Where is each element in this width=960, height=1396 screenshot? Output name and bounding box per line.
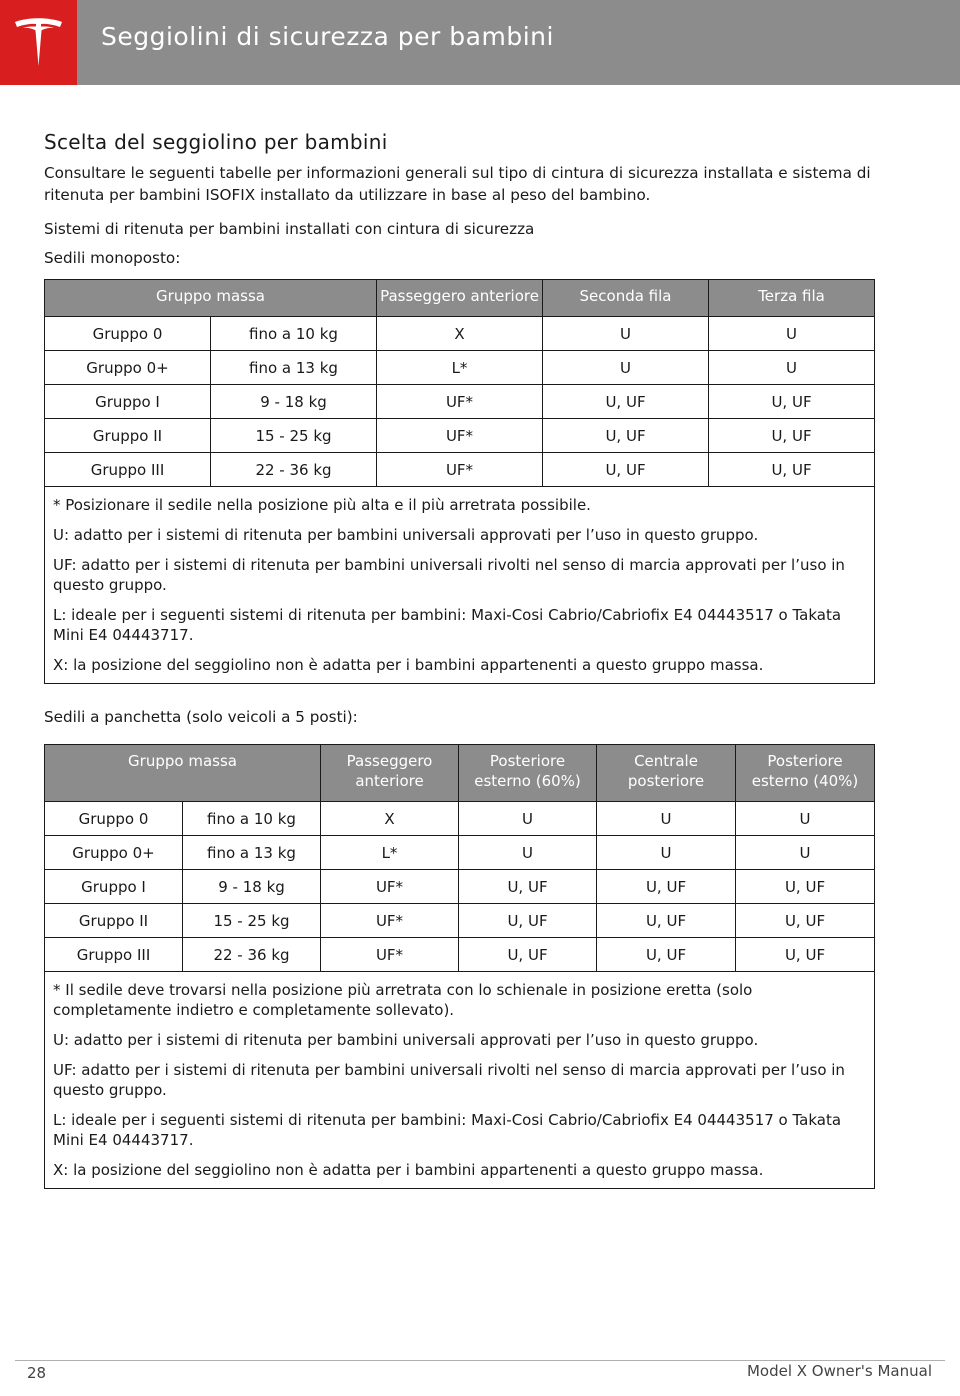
header-cell: Posteriore esterno (40%)	[736, 745, 875, 802]
table-cell: U	[736, 836, 875, 870]
table-cell: U, UF	[543, 385, 709, 419]
table-cell: 15 - 25 kg	[211, 419, 377, 453]
table-row	[45, 453, 875, 487]
header-cell: Passeggero anteriore	[321, 745, 459, 802]
table-notes	[45, 972, 875, 1189]
table-cell: Gruppo III	[45, 453, 211, 487]
table-row	[45, 317, 875, 351]
table-header-row	[45, 745, 875, 802]
table-single-seats	[44, 279, 875, 684]
header-cell: Gruppo massa	[45, 280, 377, 317]
table-cell: U, UF	[597, 904, 736, 938]
table-cell: U, UF	[597, 870, 736, 904]
note: L: ideale per i seguenti sistemi di ritenuta per bambini: Maxi-Cosi Cabrio/Cabriofix E4 04443517 o Takata Mini E4 04443717.	[53, 1111, 842, 1149]
header-cell: Seconda fila	[543, 280, 709, 317]
table-cell: 22 - 36 kg	[211, 453, 377, 487]
table-cell: UF*	[377, 419, 543, 453]
table-cell: 15 - 25 kg	[183, 904, 321, 938]
table-cell: U	[459, 836, 597, 870]
table-cell: U, UF	[709, 419, 875, 453]
table-cell: U, UF	[597, 938, 736, 972]
main-content	[44, 130, 874, 1189]
note: UF: adatto per i sistemi di ritenuta per bambini universali rivolti nel senso di marcia approvati per l’uso in questo gruppo.	[53, 1061, 845, 1099]
table-row	[45, 802, 875, 836]
table-cell: Gruppo 0	[45, 317, 211, 351]
table-notes	[45, 487, 875, 684]
table-row	[45, 351, 875, 385]
page-header	[0, 0, 960, 85]
note: X: la posizione del seggiolino non è adatta per i bambini appartenenti a questo gruppo massa.	[53, 656, 764, 674]
table-cell: U, UF	[736, 938, 875, 972]
table-cell: U, UF	[459, 938, 597, 972]
table-cell: U, UF	[543, 419, 709, 453]
table-cell: UF*	[321, 904, 459, 938]
table-cell: U	[459, 802, 597, 836]
table-cell: U	[597, 836, 736, 870]
table-row	[45, 836, 875, 870]
table-cell: fino a 10 kg	[183, 802, 321, 836]
table-cell: X	[321, 802, 459, 836]
table-cell: 9 - 18 kg	[211, 385, 377, 419]
table-cell: U	[736, 802, 875, 836]
header-cell: Centrale posteriore	[597, 745, 736, 802]
header-cell: Gruppo massa	[45, 745, 321, 802]
table-cell: U, UF	[459, 870, 597, 904]
table-cell: X	[377, 317, 543, 351]
table-cell: U	[709, 351, 875, 385]
table-cell: U	[709, 317, 875, 351]
table-row	[45, 904, 875, 938]
table-cell: Gruppo I	[45, 385, 211, 419]
tesla-logo-icon	[13, 18, 64, 68]
header-cell: Posteriore esterno (60%)	[459, 745, 597, 802]
table-cell: U	[597, 802, 736, 836]
footer-divider	[15, 1360, 945, 1361]
table-cell: L*	[377, 351, 543, 385]
table-cell: UF*	[377, 453, 543, 487]
table-cell: fino a 13 kg	[183, 836, 321, 870]
table-cell: 22 - 36 kg	[183, 938, 321, 972]
note: U: adatto per i sistemi di ritenuta per bambini universali approvati per l’uso in questo gruppo.	[53, 526, 759, 544]
table-cell: U	[543, 351, 709, 385]
table-cell: UF*	[377, 385, 543, 419]
table-cell: Gruppo 0+	[45, 836, 183, 870]
header-title: Seggiolini di sicurezza per bambini	[101, 22, 554, 51]
header-cell: Passeggero anteriore	[377, 280, 543, 317]
table-cell: Gruppo II	[45, 419, 211, 453]
table-row	[45, 419, 875, 453]
note: L: ideale per i seguenti sistemi di ritenuta per bambini: Maxi-Cosi Cabrio/Cabriofix E4 04443517 o Takata Mini E4 04443717.	[53, 606, 842, 644]
table-cell: fino a 10 kg	[211, 317, 377, 351]
note: UF: adatto per i sistemi di ritenuta per bambini universali rivolti nel senso di marcia approvati per l’uso in questo gruppo.	[53, 556, 845, 594]
section-title: Scelta del seggiolino per bambini	[44, 130, 388, 154]
note: U: adatto per i sistemi di ritenuta per bambini universali approvati per l’uso in questo gruppo.	[53, 1031, 759, 1049]
table-row	[45, 938, 875, 972]
table-cell: Gruppo II	[45, 904, 183, 938]
table-cell: U, UF	[736, 904, 875, 938]
note: * Posizionare il sedile nella posizione più alta e il più arretrata possibile.	[53, 496, 591, 514]
table-cell: UF*	[321, 870, 459, 904]
table-cell: U	[543, 317, 709, 351]
table-notes-row	[45, 487, 875, 684]
table-cell: U, UF	[543, 453, 709, 487]
table-bench-seats	[44, 744, 875, 1189]
logo-box	[0, 0, 77, 85]
table-cell: 9 - 18 kg	[183, 870, 321, 904]
table-cell: Gruppo 0	[45, 802, 183, 836]
header-cell: Terza fila	[709, 280, 875, 317]
table-cell: UF*	[321, 938, 459, 972]
section-intro: Consultare le seguenti tabelle per informazioni generali sul tipo di cintura di sicurezza installata e sistema di ritenuta per bambini ISOFIX installato da utilizzare in base al peso del bambino.	[44, 164, 871, 204]
table2-label: Sedili a panchetta (solo veicoli a 5 posti):	[44, 708, 358, 726]
note: X: la posizione del seggiolino non è adatta per i bambini appartenenti a questo gruppo massa.	[53, 1161, 764, 1179]
table-notes-row	[45, 972, 875, 1189]
manual-name: Model X Owner's Manual	[746, 1362, 932, 1380]
table-row	[45, 870, 875, 904]
table-cell: U, UF	[736, 870, 875, 904]
table-cell: U, UF	[459, 904, 597, 938]
table-cell: Gruppo 0+	[45, 351, 211, 385]
table-header-row	[45, 280, 875, 317]
note: * Il sedile deve trovarsi nella posizione più arretrata con lo schienale in posizione eretta (solo completamente indietro e completamente sollevato).	[53, 981, 753, 1019]
table-cell: Gruppo I	[45, 870, 183, 904]
table-cell: U, UF	[709, 385, 875, 419]
table-row	[45, 385, 875, 419]
table-cell: U, UF	[709, 453, 875, 487]
table-cell: Gruppo III	[45, 938, 183, 972]
table-cell: fino a 13 kg	[211, 351, 377, 385]
table-cell: L*	[321, 836, 459, 870]
page-number: 28	[27, 1364, 47, 1382]
table1-label: Sedili monoposto:	[44, 249, 181, 267]
section-subtitle: Sistemi di ritenuta per bambini installati con cintura di sicurezza	[44, 220, 535, 238]
